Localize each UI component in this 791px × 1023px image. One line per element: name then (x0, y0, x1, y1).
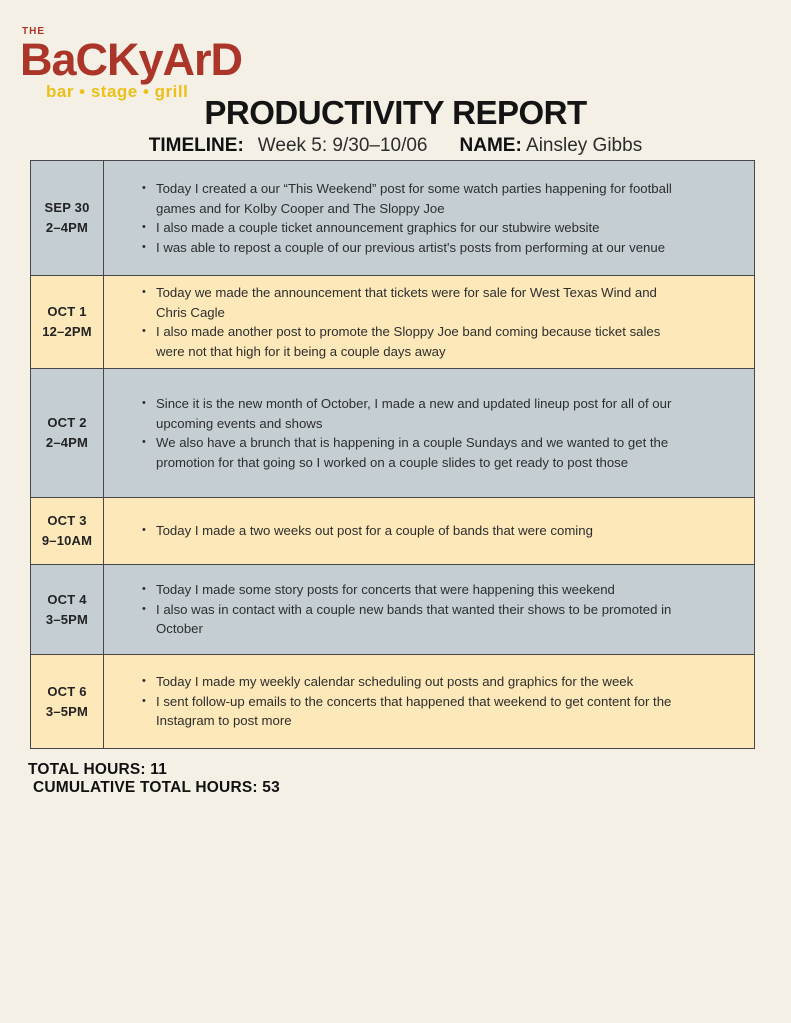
date-cell (31, 498, 104, 564)
note-bullet-item: • I also made another post to promote the Sloppy Joe band coming because ticket sales were not that high for it being a couple days away (141, 322, 676, 361)
note-bullet-item: • I also made a couple ticket announcement graphics for our stubwire website (141, 218, 676, 238)
date-cell (31, 161, 104, 275)
date-cell (31, 655, 104, 748)
note-bullet-item: • Today I created a our “This Weekend” post for some watch parties happening for football games and for Kolby Cooper and The Sloppy Joe (141, 179, 676, 218)
date-cell (31, 276, 104, 368)
name-label: NAME: (459, 135, 522, 156)
notes-cell (104, 655, 754, 748)
notes-cell (104, 276, 754, 368)
cumulative-total-hours: CUMULATIVE TOTAL HOURS: 53 (33, 779, 280, 796)
notes-cell (104, 369, 754, 497)
logo-name-text: BaCKyArD (20, 34, 243, 85)
report-table (30, 160, 755, 749)
backyard-logo (20, 26, 243, 101)
table-row (31, 369, 754, 498)
table-row (31, 161, 754, 276)
table-row (31, 655, 754, 748)
note-bullet-item: • We also have a brunch that is happening in a couple Sundays and we wanted to get the promotion for that going so I worked on a couple slides to get ready to post those (141, 433, 676, 472)
note-bullet-item: • I sent follow-up emails to the concerts that happened that weekend to get content for the Instagram to post more (141, 692, 676, 731)
table-row (31, 498, 754, 565)
time-text: 3–5PM (45, 703, 89, 719)
date-text: OCT 2 (47, 415, 87, 430)
timeline-label: TIMELINE: (148, 135, 244, 156)
table-row (31, 565, 754, 655)
time-text: 9–10AM (41, 533, 93, 548)
table-row (31, 276, 754, 369)
note-bullet-item: • Today we made the announcement that tickets were for sale for West Texas Wind and Chris Cagle (141, 283, 676, 322)
timeline-value: Week 5: 9/30–10/06 (257, 135, 428, 156)
note-bullet-item: • Today I made a two weeks out post for a couple of bands that were coming (141, 521, 676, 541)
page-title: PRODUCTIVITY REPORT (204, 94, 587, 131)
meta-line (0, 135, 791, 157)
totals-block (28, 761, 280, 797)
time-text: 3–5PM (45, 611, 89, 627)
date-cell (31, 369, 104, 497)
date-cell (31, 565, 104, 654)
name-value: Ainsley Gibbs (526, 135, 643, 156)
logo-tagline-text: bar • stage • grill (46, 82, 189, 101)
date-text: SEP 30 (44, 200, 90, 215)
date-text: OCT 6 (47, 683, 87, 699)
date-text: OCT 4 (47, 591, 87, 607)
note-bullet-item: • Today I made my weekly calendar scheduling out posts and graphics for the week (141, 672, 676, 692)
note-bullet-item: • I was able to repost a couple of our previous artist's posts from performing at our venue (141, 238, 676, 258)
note-bullet-item: • Since it is the new month of October, I made a new and updated lineup post for all of our upcoming events and shows (141, 394, 676, 433)
time-text: 2–4PM (45, 435, 89, 450)
notes-cell (104, 498, 754, 564)
notes-cell (104, 161, 754, 275)
total-hours: TOTAL HOURS: 11 (28, 761, 168, 778)
date-text: OCT 1 (47, 304, 87, 319)
date-text: OCT 3 (47, 513, 87, 528)
notes-cell (104, 565, 754, 654)
logo-the-text: THE (22, 26, 45, 37)
note-bullet-item: • Today I made some story posts for concerts that were happening this weekend (141, 580, 676, 600)
time-text: 12–2PM (42, 324, 92, 339)
note-bullet-item: • I also was in contact with a couple new bands that wanted their shows to be promoted in October (141, 600, 676, 639)
time-text: 2–4PM (45, 220, 89, 235)
